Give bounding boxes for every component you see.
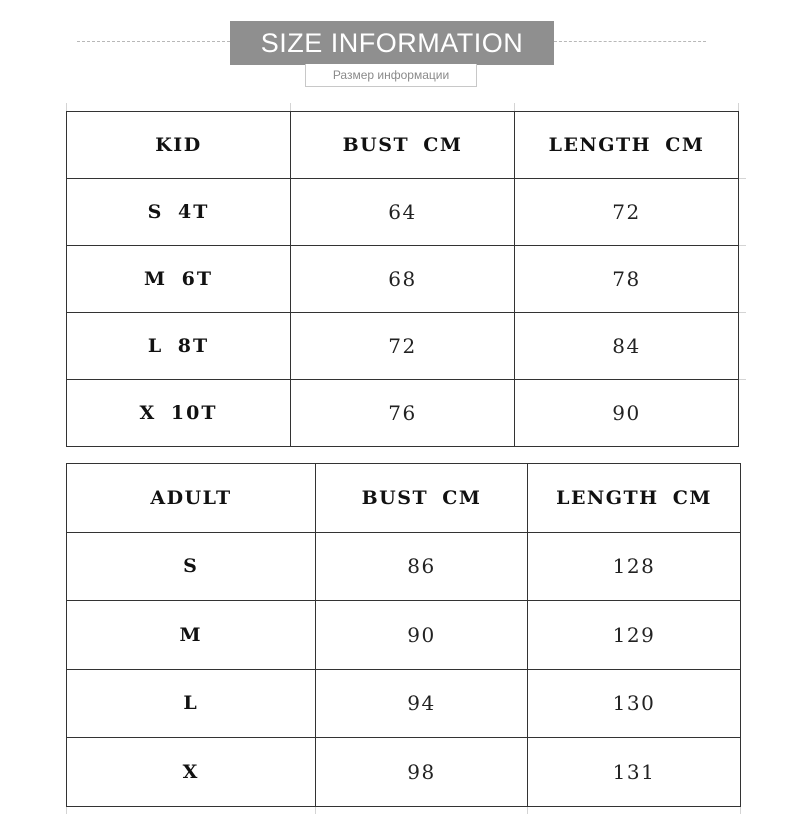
size-label: X 10T	[67, 380, 291, 447]
size-label: L 8T	[67, 313, 291, 380]
length-value: 130	[528, 669, 741, 738]
column-header-size: KID	[67, 112, 291, 179]
corner-tick	[290, 103, 291, 111]
table-row	[67, 313, 739, 380]
length-value: 131	[528, 738, 741, 807]
corner-tick	[740, 806, 741, 814]
bust-value: 98	[316, 738, 528, 807]
size-label: S	[67, 532, 316, 601]
title-banner	[230, 21, 554, 65]
bust-value: 90	[316, 601, 528, 670]
corner-tick	[738, 312, 746, 313]
length-value: 78	[515, 246, 739, 313]
header-divider-left	[77, 41, 230, 42]
column-header-bust: BUST CM	[316, 464, 528, 533]
size-label: L	[67, 669, 316, 738]
length-value: 84	[515, 313, 739, 380]
adult-size-table	[66, 463, 741, 807]
corner-tick	[738, 103, 739, 111]
corner-tick	[66, 806, 67, 814]
bust-value: 94	[316, 669, 528, 738]
length-value: 90	[515, 380, 739, 447]
table-row	[67, 532, 741, 601]
bust-value: 64	[291, 179, 515, 246]
page-subtitle: Размер информации	[332, 68, 450, 82]
size-label: M 6T	[67, 246, 291, 313]
corner-tick	[738, 178, 746, 179]
page-title: SIZE INFORMATION	[260, 27, 524, 58]
corner-tick	[315, 806, 316, 814]
length-value: 129	[528, 601, 741, 670]
bust-value: 68	[291, 246, 515, 313]
table-header-row	[67, 112, 739, 179]
subtitle-tab	[305, 64, 477, 87]
bust-value: 76	[291, 380, 515, 447]
column-header-size: ADULT	[67, 464, 316, 533]
bust-value: 86	[316, 532, 528, 601]
corner-tick	[738, 379, 746, 380]
column-header-length: LENGTH CM	[528, 464, 741, 533]
table-row	[67, 179, 739, 246]
header-divider-right	[554, 41, 706, 42]
table-row	[67, 601, 741, 670]
bust-value: 72	[291, 313, 515, 380]
corner-tick	[527, 806, 528, 814]
corner-tick	[738, 245, 746, 246]
size-label: M	[67, 601, 316, 670]
size-label: X	[67, 738, 316, 807]
table-row	[67, 246, 739, 313]
length-value: 72	[515, 179, 739, 246]
corner-tick	[66, 103, 67, 111]
length-value: 128	[528, 532, 741, 601]
column-header-bust: BUST CM	[291, 112, 515, 179]
column-header-length: LENGTH CM	[515, 112, 739, 179]
table-row	[67, 669, 741, 738]
table-row	[67, 738, 741, 807]
corner-tick	[514, 103, 515, 111]
table-header-row	[67, 464, 741, 533]
table-row	[67, 380, 739, 447]
size-label: S 4T	[67, 179, 291, 246]
kid-size-table	[66, 111, 739, 447]
